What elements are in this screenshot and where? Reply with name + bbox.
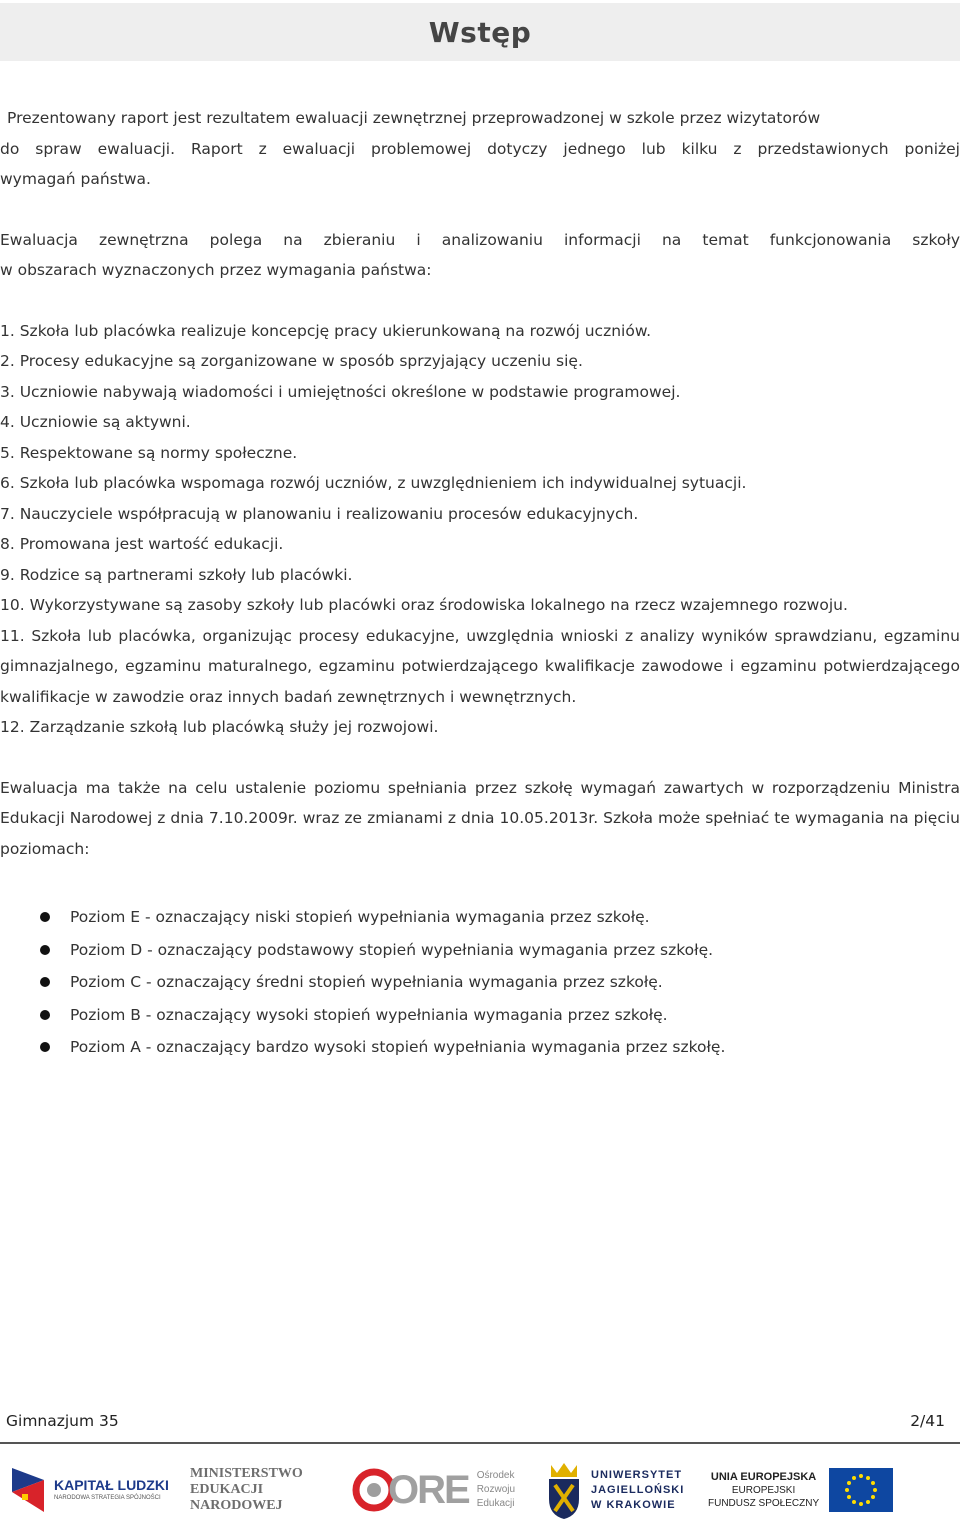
eu-line-2: EUROPEJSKI [731, 1485, 796, 1496]
kapital-ludzki-logo [8, 1448, 178, 1532]
requirement-item: 7. Nauczyciele współpracują w planowaniu i realizowaniu procesów edukacyjnych. [0, 504, 639, 523]
uj-logo [545, 1448, 695, 1532]
footer-page-number: 2/41 [910, 1412, 945, 1430]
kapital-ludzki-subtitle: NARODOWA STRATEGIA SPÓJNOŚCI [54, 1495, 161, 1501]
requirement-item: 1. Szkoła lub placówka realizuje koncepcję pracy ukierunkowaną na rozwój uczniów. [0, 321, 651, 340]
men-line-2: EDUKACJI [190, 1482, 264, 1497]
requirement-item: 5. Respektowane są normy społeczne. [0, 443, 298, 462]
levels-intro-paragraph: Ewaluacja ma także na celu ustalenie poziomu spełniania przez szkołę wymagań zawartych w rozporządzeniu Ministra Edukacji Narodowej z dnia 7.10.2009r. wraz ze zmianami z dnia 10.05.2013r. Szkoła może spełniać te wymagania na pięciu poziomach: [0, 778, 960, 858]
requirement-item: 3. Uczniowie nabywają wiadomości i umiejętności określone w podstawie programowej. [0, 382, 681, 401]
level-item [0, 999, 960, 1032]
ore-logo [352, 1448, 527, 1532]
document-body [0, 103, 960, 1064]
bullet-icon [40, 945, 50, 955]
ore-mark: ORE [388, 1467, 469, 1512]
ore-line-3: Edukacji [476, 1498, 515, 1509]
requirements-list [0, 316, 960, 743]
level-text: Poziom E - oznaczający niski stopień wypełniania wymagania przez szkołę. [70, 908, 650, 926]
level-item [0, 934, 960, 967]
bullet-icon [40, 1042, 50, 1052]
kapital-ludzki-emblem-icon [8, 1464, 48, 1516]
page-footer [6, 1408, 945, 1434]
ore-line-1: Ośrodek [476, 1470, 515, 1481]
requirement-item: 12. Zarządzanie szkołą lub placówką służy jej rozwojowi. [0, 718, 439, 736]
requirement-item: 2. Procesy edukacyjne są zorganizowane w sposób sprzyjający uczeniu się. [0, 352, 583, 370]
uj-line-1: UNIWERSYTET [591, 1468, 683, 1481]
bullet-icon [40, 912, 50, 922]
footer-school-name: Gimnazjum 35 [6, 1412, 119, 1430]
intro-paragraph-2-line-2: w obszarach wyznaczonych przez wymagania państwa: [0, 261, 432, 279]
level-item [0, 901, 960, 934]
requirement-item: 9. Rodzice są partnerami szkoły lub placówki. [0, 565, 353, 584]
level-text: Poziom A - oznaczający bardzo wysoki stopień wypełniania wymagania przez szkołę. [70, 1038, 726, 1056]
men-line-1: MINISTERSTWO [190, 1466, 303, 1481]
uj-crest-icon [545, 1459, 583, 1521]
intro-paragraph-1-line-2: do spraw ewaluacji. Raport z ewaluacji problemowej dotyczy jednego lub kilku z przedstawionych poniżej [0, 139, 960, 158]
page-title: Wstęp [428, 15, 532, 49]
men-logo [190, 1448, 320, 1532]
levels-list [0, 901, 960, 1064]
eu-logo [708, 1448, 953, 1532]
uj-line-3: W KRAKOWIE [591, 1498, 676, 1511]
requirement-item: 4. Uczniowie są aktywni. [0, 413, 191, 431]
eu-flag-icon [829, 1468, 893, 1512]
requirement-item: 6. Szkoła lub placówka wspomaga rozwój uczniów, z uwzględnieniem ich indywidualnej sytuacji. [0, 474, 747, 492]
level-text: Poziom D - oznaczający podstawowy stopień wypełniania wymagania przez szkołę. [70, 940, 714, 959]
eu-line-3: FUNDUSZ SPOŁECZNY [708, 1498, 820, 1509]
requirement-item: 11. Szkoła lub placówka, organizując procesy edukacyjne, uwzględnia wnioski z analizy wyników sprawdzianu, egzaminu gimnazjalnego, egzaminu maturalnego, egzaminu potwierdzającego kwalifikacje zawodowe i egzaminu potwierdzającego kwalifikacje w zawodzie oraz innych badań zewnętrznych i wewnętrznych. [0, 626, 960, 706]
kapital-ludzki-title: KAPITAŁ LUDZKI [54, 1477, 169, 1493]
uj-line-2: JAGIELLOŃSKI [591, 1483, 685, 1496]
bullet-icon [40, 1010, 50, 1020]
level-text: Poziom C - oznaczający średni stopień wypełniania wymagania przez szkołę. [70, 973, 663, 991]
bullet-icon [40, 977, 50, 987]
level-text: Poziom B - oznaczający wysoki stopień wypełniania wymagania przez szkołę. [70, 1005, 668, 1024]
footer-divider [0, 1442, 960, 1444]
sponsor-logos-strip [0, 1448, 960, 1532]
intro-paragraph-1-line-1: Prezentowany raport jest rezultatem ewaluacji zewnętrznej przeprowadzonej w szkole przez wizytatorów [7, 109, 821, 127]
intro-paragraph-1-line-3: wymagań państwa. [0, 170, 151, 188]
requirement-item: 8. Promowana jest wartość edukacji. [0, 535, 284, 553]
ore-line-2: Rozwoju [476, 1484, 516, 1495]
requirement-item: 10. Wykorzystywane są zasoby szkoły lub placówki oraz środowiska lokalnego na rzecz wzajemnego rozwoju. [0, 596, 848, 614]
level-item [0, 966, 960, 999]
level-item [0, 1031, 960, 1064]
eu-line-1: UNIA EUROPEJSKA [710, 1471, 817, 1483]
title-bar [0, 3, 960, 61]
intro-paragraph-2-line-1: Ewaluacja zewnętrzna polega na zbieraniu i analizowaniu informacji na temat funkcjonowania szkoły [0, 230, 960, 249]
men-line-3: NARODOWEJ [190, 1498, 283, 1513]
